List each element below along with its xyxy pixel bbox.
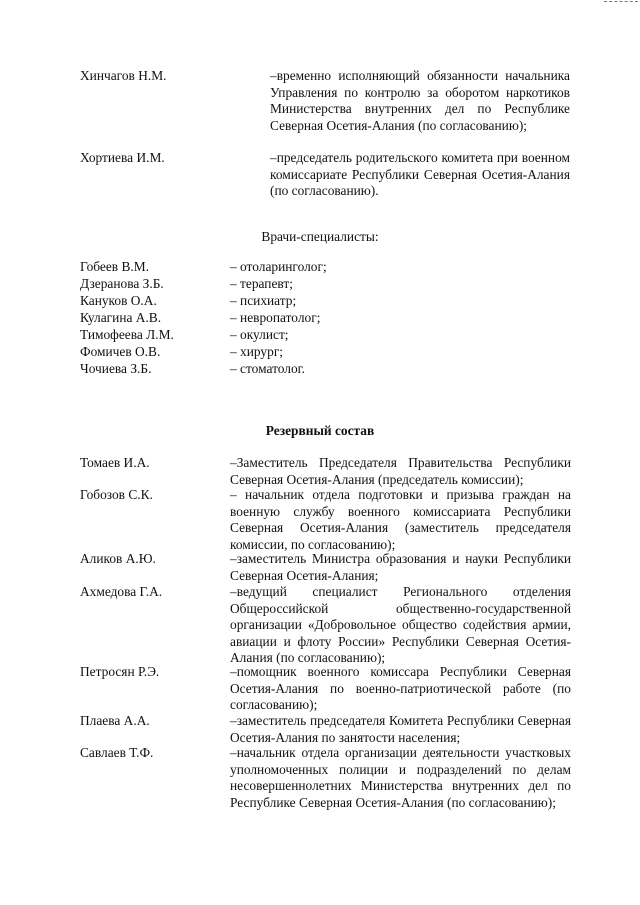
member-name: Савлаев Т.Ф. — [80, 745, 154, 760]
doctor-name: Фомичев О.В. — [80, 344, 161, 359]
doctors-heading: Врачи-специалисты: — [261, 229, 379, 244]
doctor-specialty: – хирург; — [230, 344, 284, 359]
doctor-item — [80, 344, 500, 361]
member-name: Аликов А.Ю. — [80, 551, 156, 566]
doctor-name: Кануков О.А. — [80, 293, 157, 308]
member-name: Плаева А.А. — [80, 713, 150, 728]
doctor-item — [80, 310, 500, 327]
doctor-item — [80, 327, 500, 344]
doctor-name: Тимофеева Л.М. — [80, 327, 174, 342]
doctor-name: Кулагина А.В. — [80, 310, 162, 325]
doctors-list — [80, 259, 500, 378]
reserve-heading: Резервный состав — [265, 423, 375, 438]
page-edge-mark — [604, 1, 638, 2]
member-name: Ахмедова Г.А. — [80, 584, 163, 599]
member-role: – начальник отдела подготовки и призыва граждан на военную службу военного комиссариата Республики Северная Осетия-Алания (заместитель председателя комиссии, по согласованию); — [230, 487, 571, 552]
member-role: –заместитель Министра образования и науки Республики Северная Осетия-Алания; — [230, 551, 571, 583]
doctor-name: Чочиева З.Б. — [80, 361, 152, 376]
doctor-item — [80, 276, 500, 293]
member-role: –Заместитель Председателя Правительства Республики Северная Осетия-Алания (председатель комиссии); — [230, 455, 571, 487]
member-role: –помощник военного комиссара Республики Северная Осетия-Алания по военно-патриотической работе (по согласованию); — [230, 664, 571, 713]
doctor-specialty: – стоматолог. — [230, 361, 305, 376]
doctor-name: Дзеранова З.Б. — [80, 276, 164, 291]
doctor-item — [80, 259, 500, 276]
member-name: Гобозов С.К. — [80, 487, 153, 502]
member-role: –ведущий специалист Регионального отделения Общероссийской общественно-государственной организации «Добровольное общество содействия армии, авиации и флоту России» Республики Северная Осетия-Алания (по согласованию); — [230, 584, 571, 666]
member-role: –временно исполняющий обязанности начальника Управления по контролю за оборотом наркотиков Министерства внутренних дел по Республике Северная Осетия-Алания (по согласованию); — [270, 68, 570, 133]
doctor-specialty: – отоларинголог; — [230, 259, 327, 274]
doctor-name: Гобеев В.М. — [80, 259, 149, 274]
member-role: –начальник отдела организации деятельности участковых уполномоченных полиции и подразделений по делам несовершеннолетних Министерства внутренних дел по Республике Северная Осетия-Алания (по согласованию); — [230, 745, 571, 810]
doctor-specialty: – психиатр; — [230, 293, 297, 308]
member-name: Хортиева И.М. — [80, 150, 165, 165]
member-name: Петросян Р.Э. — [80, 664, 160, 679]
doctor-item — [80, 293, 500, 310]
doctor-specialty: – невропатолог; — [230, 310, 321, 325]
doctor-specialty: – терапевт; — [230, 276, 293, 291]
member-name: Томаев И.А. — [80, 455, 150, 470]
member-role: –заместитель председателя Комитета Республики Северная Осетия-Алания по занятости населения; — [230, 713, 571, 745]
member-role: –председатель родительского комитета при военном комиссариате Республики Северная Осетия-Алания (по согласованию). — [270, 150, 570, 199]
doctor-item — [80, 361, 500, 378]
member-name: Хинчагов Н.М. — [80, 68, 167, 83]
doctor-specialty: – окулист; — [230, 327, 289, 342]
